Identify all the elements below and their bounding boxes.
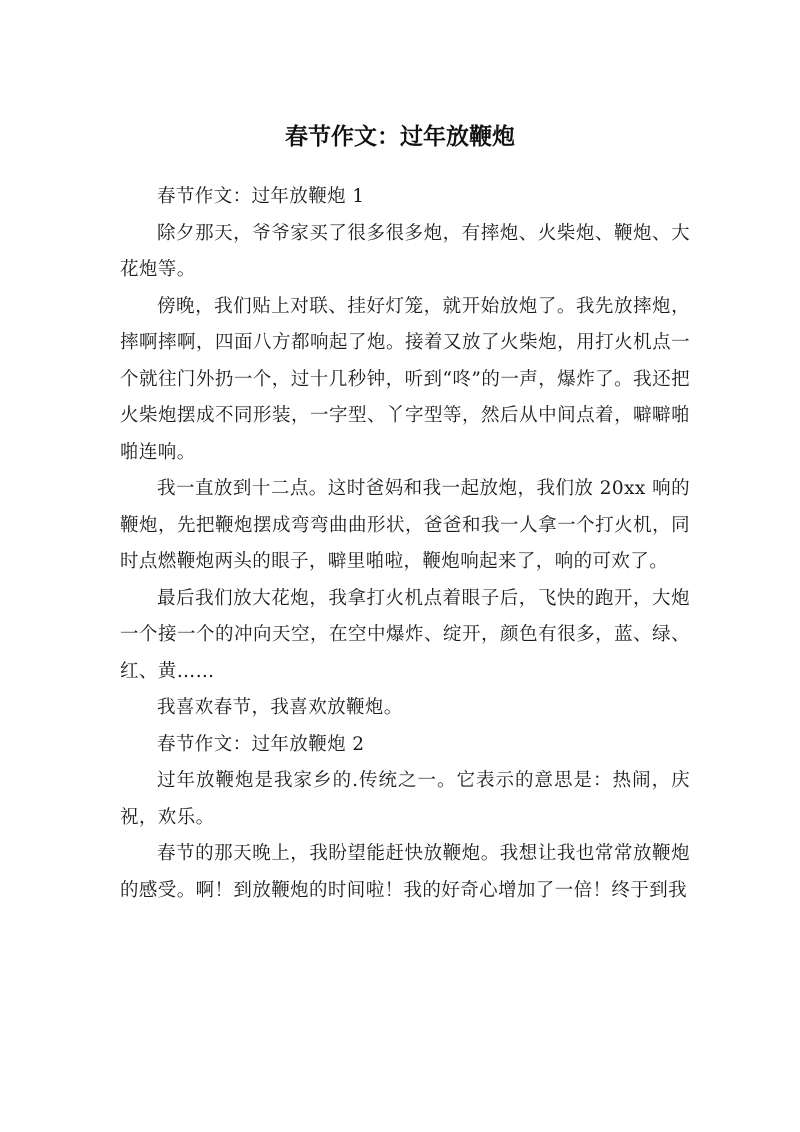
document-title: 春节作文：过年放鞭炮 — [285, 124, 515, 150]
paragraph: 除夕那天，爷爷家买了很多很多炮，有摔炮、火柴炮、鞭炮、大花炮等。 — [120, 222, 690, 280]
document-body — [120, 179, 690, 909]
section-heading-2: 春节作文：过年放鞭炮 2 — [157, 733, 365, 755]
paragraph: 傍晚，我们贴上对联、挂好灯笼，就开始放炮了。我先放摔炮，摔啊摔啊，四面八方都响起了炮。接着又放了火柴炮，用打火机点一个就往门外扔一个，过十几秒钟，听到“咚”的一声，爆炸了。我还把火柴炮摆成不同形装，一字型、丫字型等，然后从中间点着，噼噼啪啪连响。 — [120, 295, 690, 463]
paragraph: 最后我们放大花炮，我拿打火机点着眼子后，飞快的跑开，大炮一个接一个的冲向天空，在空中爆炸、绽开，颜色有很多，蓝、绿、红、黄…… — [120, 587, 690, 682]
paragraph: 过年放鞭炮是我家乡的.传统之一。它表示的意思是：热闹，庆祝，欢乐。 — [120, 770, 690, 828]
paragraph: 春节的那天晚上，我盼望能赶快放鞭炮。我想让我也常常放鞭炮的感受。啊！到放鞭炮的时间啦！我的好奇心增加了一倍！终于到我 — [120, 843, 690, 901]
section-heading-1: 春节作文：过年放鞭炮 1 — [157, 186, 365, 207]
paragraph: 我喜欢春节，我喜欢放鞭炮。 — [157, 697, 403, 718]
paragraph: 我一直放到十二点。这时爸妈和我一起放炮，我们放 20xx 响的鞭炮，先把鞭炮摆成弯弯曲曲形状，爸爸和我一人拿一个打火机，同时点燃鞭炮两头的眼子，噼里啪啦，鞭炮响起来了，响的可欢了。 — [120, 478, 690, 572]
